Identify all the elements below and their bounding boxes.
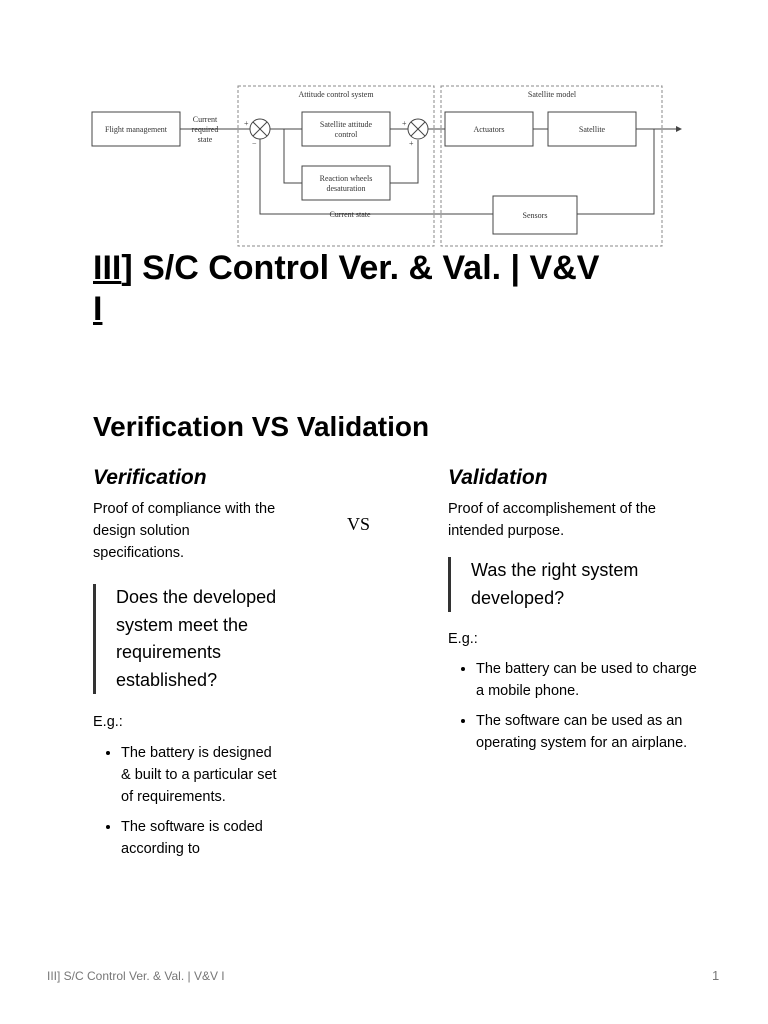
page-title [93, 248, 693, 330]
reaction-wheels-line1: Reaction wheels [319, 174, 373, 183]
section-heading: Verification VS Validation [93, 411, 430, 442]
sum2-plus-bottom: + [409, 139, 414, 148]
vs-label: VS [347, 514, 371, 534]
current-required-line2: required [191, 125, 219, 134]
control-system-diagram [88, 84, 684, 248]
verification-title: Verification [93, 466, 207, 489]
title-bar: I [93, 290, 103, 328]
list-item: • The battery can be used to charge a mobile phone. [476, 658, 698, 702]
acs-label: Attitude control system [298, 90, 374, 99]
footer-title: III] S/C Control Ver. & Val. | V&V I [47, 969, 225, 983]
sum1-minus: − [252, 139, 257, 148]
current-required-line3: state [197, 135, 213, 144]
list-item: • The battery is designed & built to a particular set of requirements. [121, 742, 283, 808]
validation-title: Validation [448, 466, 548, 489]
title-roman: III [93, 249, 122, 287]
sensors-label: Sensors [522, 211, 548, 220]
reaction-wheels-block [302, 166, 390, 200]
validation-quote: Was the right system developed? [448, 557, 698, 612]
verification-eg: E.g.: [93, 714, 123, 730]
page-number: 1 [712, 968, 720, 983]
flight-management-label: Flight management [105, 125, 167, 134]
validation-description: Proof of accomplishement of the intended purpose. [448, 501, 656, 539]
verification-examples [93, 742, 283, 860]
sum2-plus: + [402, 119, 407, 128]
satellite-attitude-control-block [302, 112, 390, 146]
title-text: ] S/C Control Ver. & Val. | V&V [121, 249, 600, 287]
satellite-label: Satellite [578, 125, 606, 134]
sat-attitude-line2: control [334, 130, 358, 139]
validation-column [448, 464, 698, 762]
validation-eg: E.g.: [448, 631, 478, 647]
sum1-plus: + [244, 119, 249, 128]
control-diagram-svg [88, 84, 684, 248]
reaction-wheels-line2: desaturation [326, 184, 366, 193]
sat-model-label: Satellite model [527, 90, 577, 99]
current-required-line1: Current [192, 115, 218, 124]
verification-description: Proof of compliance with the design solution specifications. [93, 501, 276, 561]
list-item: • The software is coded according to [121, 816, 283, 860]
verification-column [93, 464, 283, 868]
verification-quote: Does the developed system meet the requirements established? [93, 584, 283, 694]
list-item: • The software can be used as an operating system for an airplane. [476, 710, 698, 754]
sat-attitude-line1: Satellite attitude [319, 120, 373, 129]
current-state-label: Current state [329, 210, 371, 219]
validation-examples [448, 658, 698, 754]
actuators-label: Actuators [473, 125, 505, 134]
